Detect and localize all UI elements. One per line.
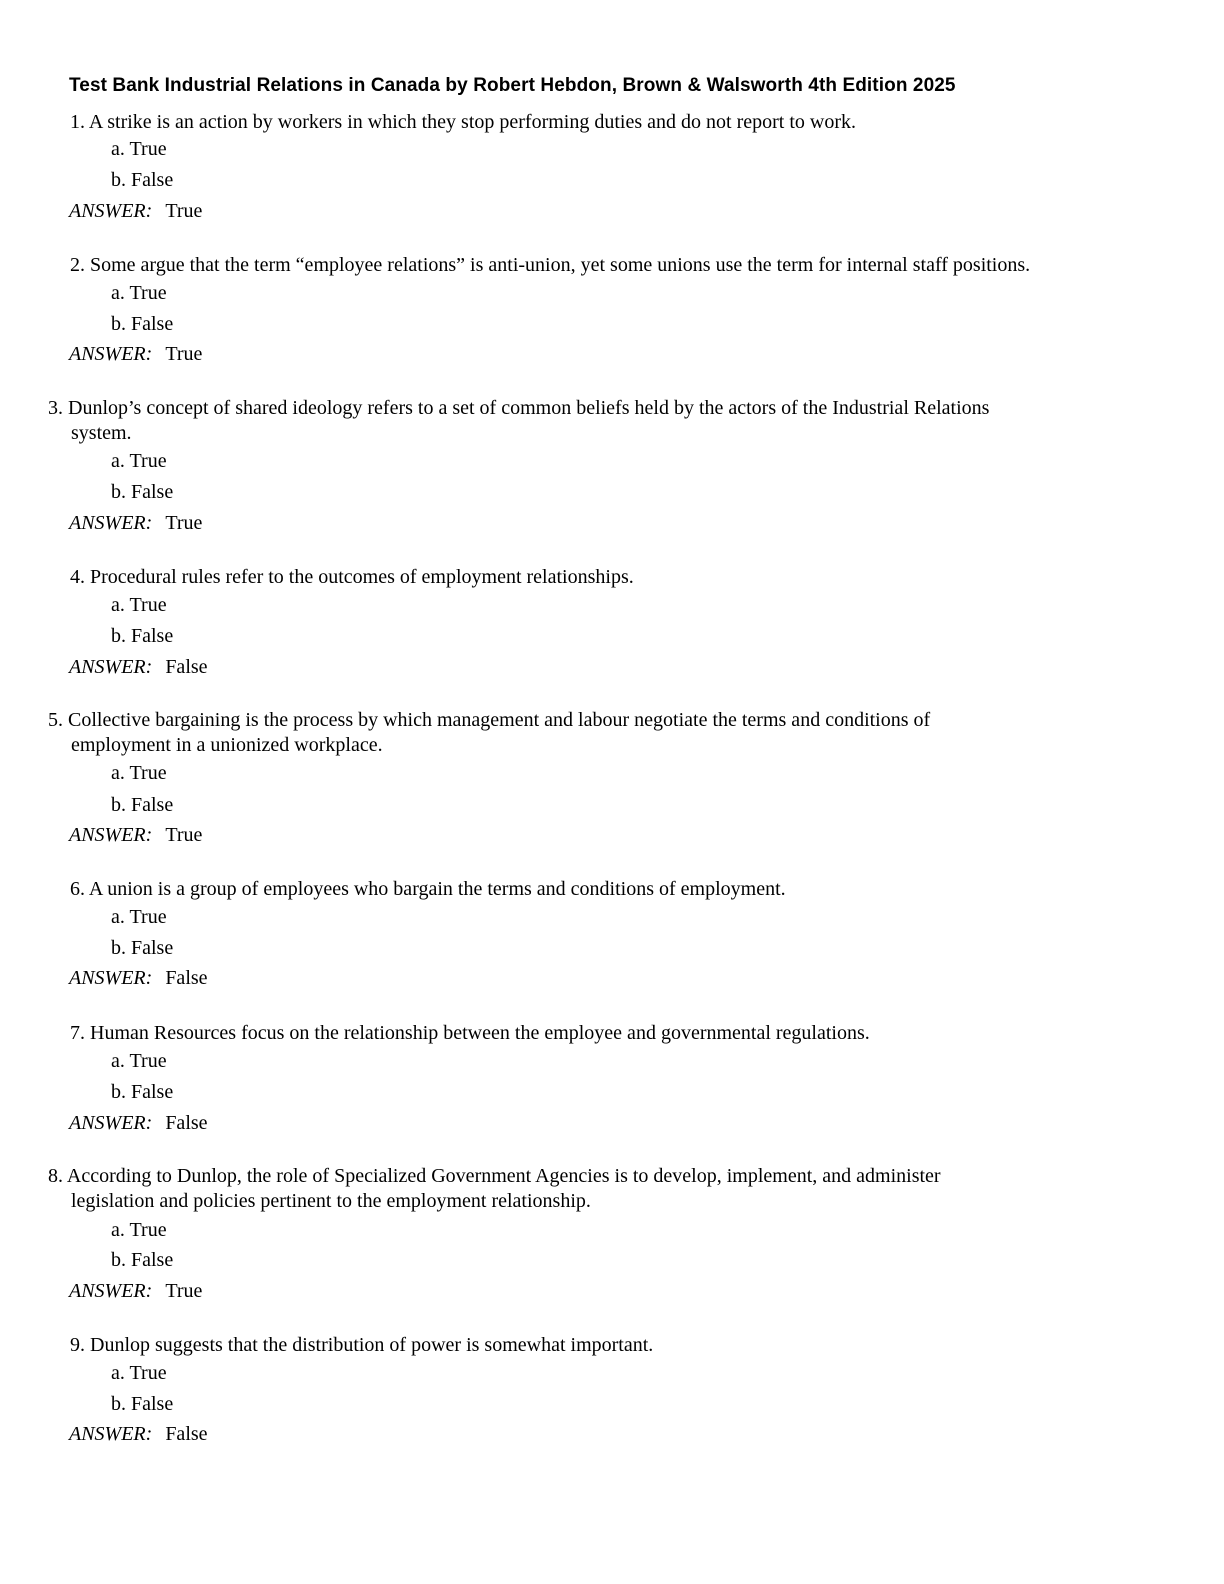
answer-label: ANSWER: xyxy=(69,1112,153,1134)
question-number: 5. xyxy=(48,709,63,731)
option-a: a. True xyxy=(111,138,167,160)
answer xyxy=(69,823,202,848)
question-stem xyxy=(70,110,856,135)
question-text-line-2: legislation and policies pertinent to the employment relationship. xyxy=(71,1190,591,1212)
option-b: b. False xyxy=(111,1081,174,1103)
question-stem xyxy=(70,253,1030,278)
question-number: 4. xyxy=(70,566,85,588)
option-a: a. True xyxy=(111,906,167,928)
question-text-line-1: Dunlop’s concept of shared ideology refers to a set of common beliefs held by the actors of the Industrial Relations xyxy=(68,397,990,419)
option-a: a. True xyxy=(111,1050,167,1072)
answer xyxy=(69,1111,208,1136)
option-b: b. False xyxy=(111,625,174,647)
question-number: 6. xyxy=(70,878,85,900)
option-a: a. True xyxy=(111,594,167,616)
answer xyxy=(69,966,208,991)
question-number: 2. xyxy=(70,254,85,276)
answer-value: True xyxy=(165,824,203,846)
question-text-line-1: According to Dunlop, the role of Specialized Government Agencies is to develop, implement, and administer xyxy=(66,1165,941,1187)
question-stem xyxy=(70,877,786,902)
answer xyxy=(69,1279,202,1304)
answer-label: ANSWER: xyxy=(69,656,153,678)
question-number: 8. xyxy=(48,1165,63,1187)
answer-value: False xyxy=(165,656,208,678)
question-text: A union is a group of employees who bargain the terms and conditions of employment. xyxy=(88,878,786,900)
answer xyxy=(69,1422,208,1447)
answer xyxy=(69,342,202,367)
answer xyxy=(69,511,202,536)
option-a: a. True xyxy=(111,1362,167,1384)
option-b: b. False xyxy=(111,1249,174,1271)
document-title: Test Bank Industrial Relations in Canada by Robert Hebdon, Brown & Walsworth 4th Edition 2025 xyxy=(69,75,956,96)
answer-label: ANSWER: xyxy=(69,200,153,222)
answer-value: False xyxy=(165,1112,208,1134)
question-stem xyxy=(70,565,634,590)
option-b: b. False xyxy=(111,481,174,503)
question-text: Procedural rules refer to the outcomes of employment relationships. xyxy=(90,566,634,588)
question-number: 7. xyxy=(70,1022,85,1044)
question-stem xyxy=(70,1021,870,1046)
answer-label: ANSWER: xyxy=(69,1280,153,1302)
answer xyxy=(69,199,202,224)
option-b: b. False xyxy=(111,1393,174,1415)
option-a: a. True xyxy=(111,762,167,784)
answer-label: ANSWER: xyxy=(69,824,153,846)
question-stem xyxy=(48,396,989,421)
question-number: 1. xyxy=(70,111,85,133)
answer-value: False xyxy=(165,1423,208,1445)
question-text-line-1: Collective bargaining is the process by which management and labour negotiate the terms and conditions of xyxy=(68,709,931,731)
option-b: b. False xyxy=(111,169,174,191)
answer-label: ANSWER: xyxy=(69,967,153,989)
option-a: a. True xyxy=(111,450,167,472)
answer-value: True xyxy=(165,1280,203,1302)
answer-label: ANSWER: xyxy=(69,512,153,534)
option-b: b. False xyxy=(111,313,174,335)
option-b: b. False xyxy=(111,794,174,816)
question-text: A strike is an action by workers in which they stop performing duties and do not report to work. xyxy=(88,111,856,133)
answer-label: ANSWER: xyxy=(69,343,153,365)
answer-value: False xyxy=(165,967,208,989)
answer-value: True xyxy=(165,200,203,222)
question-text: Human Resources focus on the relationship between the employee and governmental regulations. xyxy=(90,1022,870,1044)
option-b: b. False xyxy=(111,937,174,959)
option-a: a. True xyxy=(111,282,167,304)
option-a: a. True xyxy=(111,1219,167,1241)
answer-value: True xyxy=(165,512,203,534)
question-stem xyxy=(70,1333,653,1358)
answer-label: ANSWER: xyxy=(69,1423,153,1445)
question-text: Some argue that the term “employee relations” is anti-union, yet some unions use the term for internal staff positions. xyxy=(90,254,1031,276)
question-stem xyxy=(48,1164,941,1189)
question-number: 9. xyxy=(70,1334,85,1356)
answer-value: True xyxy=(165,343,203,365)
answer xyxy=(69,655,208,680)
question-text-line-2: employment in a unionized workplace. xyxy=(71,734,383,756)
question-stem xyxy=(48,708,930,733)
question-text: Dunlop suggests that the distribution of power is somewhat important. xyxy=(90,1334,654,1356)
question-text-line-2: system. xyxy=(71,422,132,444)
question-number: 3. xyxy=(48,397,63,419)
